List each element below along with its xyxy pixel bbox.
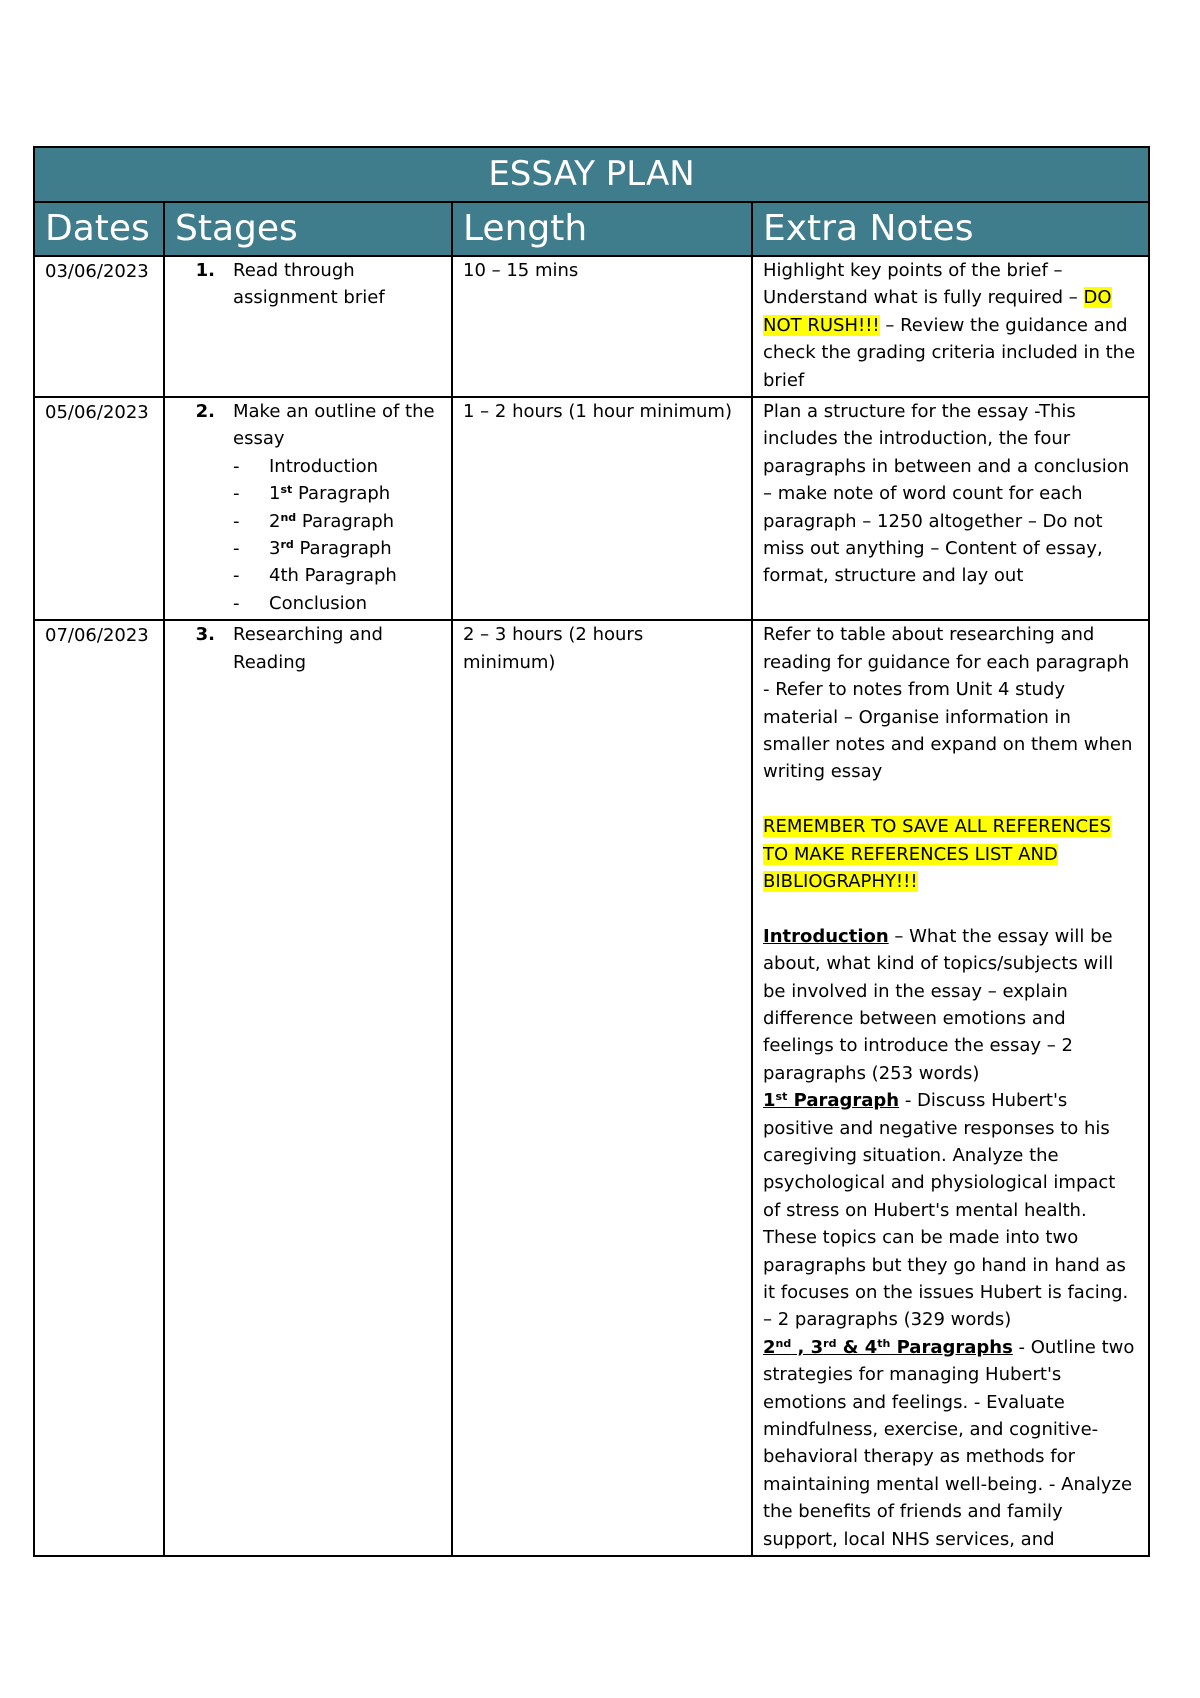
stage-number: 1.	[195, 260, 215, 281]
list-item: - 1st Paragraph	[233, 483, 391, 505]
essay-plan-table	[33, 146, 1150, 1557]
header-length: Length	[452, 202, 752, 256]
header-stages: Stages	[164, 202, 452, 256]
date-cell: 03/06/2023	[34, 256, 164, 397]
header-row	[34, 202, 1149, 256]
list-item: - 2nd Paragraph	[233, 510, 395, 532]
notes-cell: Plan a structure for the essay -This includes the introduction, the four paragraphs in between and a conclusion – make note of word count for each paragraph – 1250 altogether – Do not miss out anything – Content of essay, format, structure and lay out	[752, 397, 1149, 620]
paragraphs234-note: 2nd , 3rd & 4th Paragraphs - Outline two strategies for managing Hubert's emotions and feelings. - Evaluate mindfulness, exercise, and cognitive-behavioral therapy as methods for maintaining mental well-being. - Analyze the benefits of friends and family support, local NHS services, and	[763, 1336, 1135, 1550]
highlighted-note: DO NOT RUSH!!!	[763, 287, 1112, 336]
list-item: - 4th Paragraph	[233, 565, 397, 587]
stage-number: 2.	[195, 401, 215, 423]
list-item: - 3rd Paragraph	[233, 538, 392, 560]
notes-text: Highlight key points of the brief – Understand what is fully required –	[763, 260, 1084, 309]
outline-list	[233, 453, 441, 617]
header-dates: Dates	[34, 202, 164, 256]
length-cell: 2 – 3 hours (2 hours minimum)	[452, 620, 752, 1556]
stage-cell	[164, 397, 452, 620]
stage-cell	[164, 620, 452, 1556]
table-row	[34, 397, 1149, 620]
notes-cell	[752, 620, 1149, 1556]
stage-text: Make an outline of the essay	[233, 401, 435, 450]
date-cell: 07/06/2023	[34, 620, 164, 1556]
title-row	[34, 147, 1149, 202]
introduction-note: Introduction – What the essay will be about, what kind of topics/subjects will be involved in the essay – explain difference between emotions and feelings to introduce the essay – 2 paragraphs (253 words)	[763, 925, 1114, 1084]
length-cell: 10 – 15 mins	[452, 256, 752, 397]
table-title: ESSAY PLAN	[34, 147, 1149, 202]
highlighted-note: REMEMBER TO SAVE ALL REFERENCES TO MAKE REFERENCES LIST AND BIBLIOGRAPHY!!!	[763, 816, 1111, 892]
stage-text: Researching and Reading	[233, 624, 383, 673]
table-row	[34, 620, 1149, 1556]
paragraph1-note: 1st Paragraph - Discuss Hubert's positive and negative responses to his caregiving situation. Analyze the psychological and physiological impact of stress on Hubert's mental health. These topics can be made into two paragraphs but they go hand in hand as it focuses on the issues Hubert is facing. – 2 paragraphs (329 words)	[763, 1090, 1129, 1331]
length-cell: 1 – 2 hours (1 hour minimum)	[452, 397, 752, 620]
list-item: - Introduction	[233, 455, 379, 477]
stage-number: 3.	[195, 624, 215, 646]
table-row	[34, 256, 1149, 397]
date-cell: 05/06/2023	[34, 397, 164, 620]
stage-text: Read through assignment brief	[233, 260, 385, 309]
notes-text: Refer to table about researching and reading for guidance for each paragraph - Refer to notes from Unit 4 study material – Organise information in smaller notes and expand on them when writing essay	[763, 624, 1133, 783]
list-item: - Conclusion	[233, 592, 368, 614]
notes-cell	[752, 256, 1149, 397]
header-extra-notes: Extra Notes	[752, 202, 1149, 256]
notes-text: – Review the guidance and check the grading criteria included in the brief	[763, 314, 1136, 391]
stage-cell	[164, 256, 452, 397]
